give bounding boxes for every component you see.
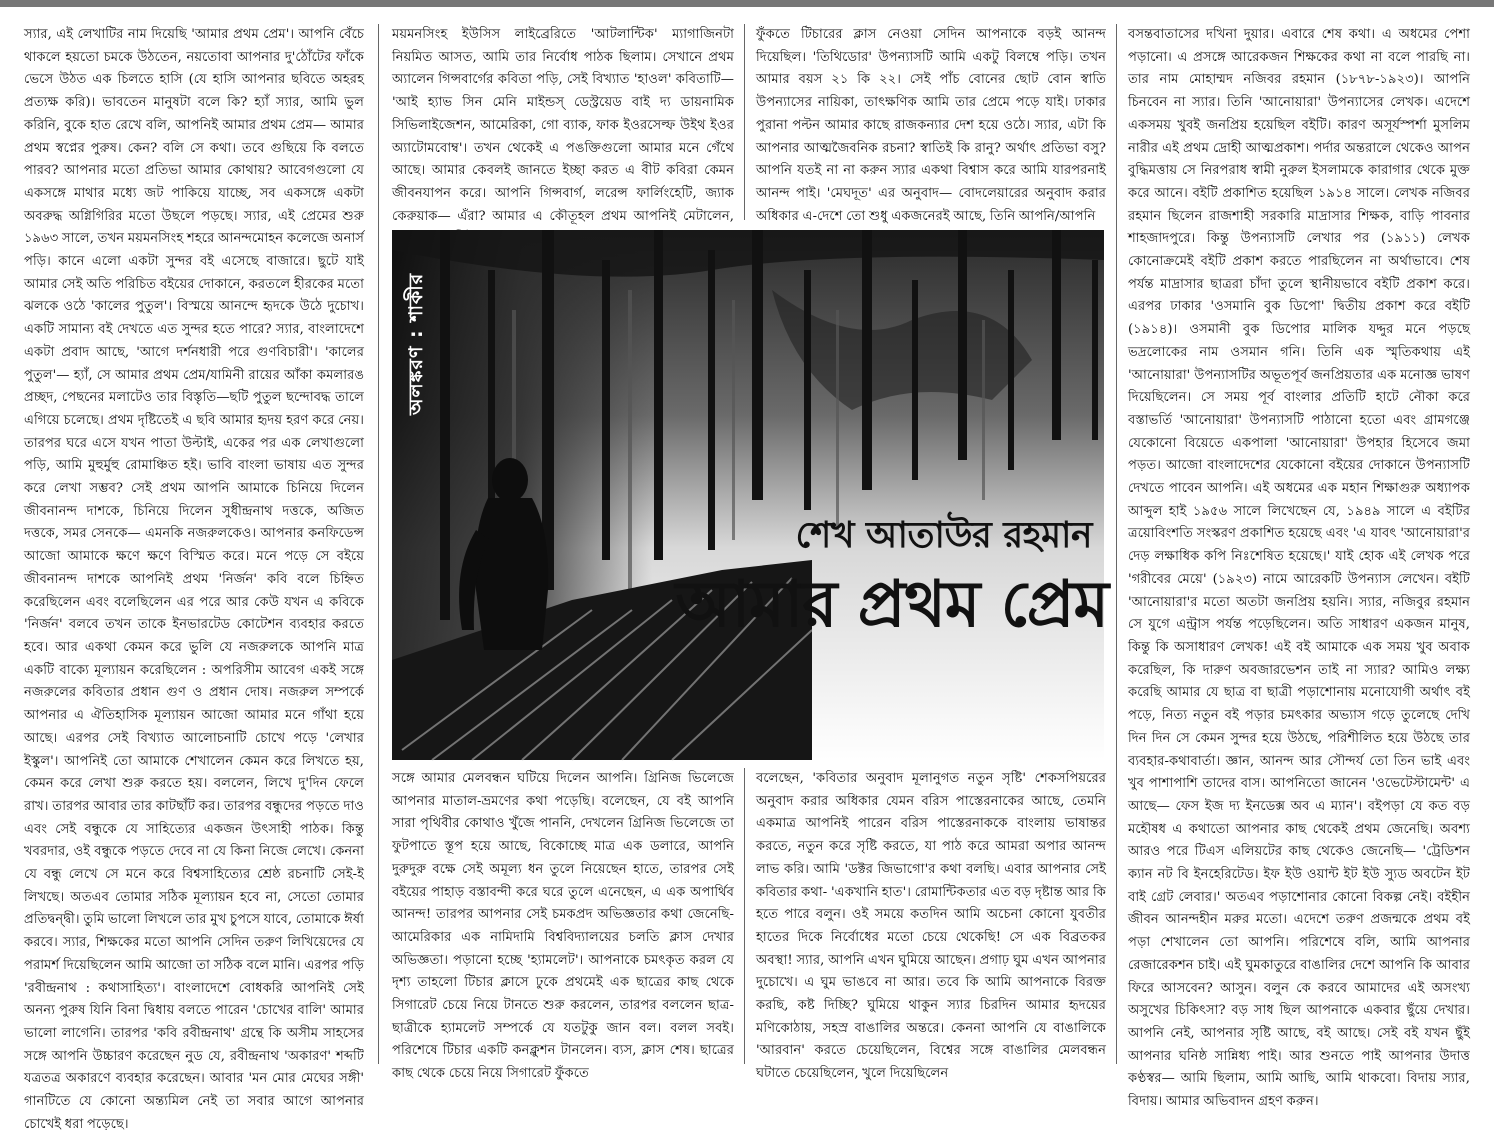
column-divider xyxy=(744,24,745,220)
illustration xyxy=(392,230,1104,760)
article-column-2-top xyxy=(392,24,734,224)
page-top-bar xyxy=(0,0,1494,7)
column-4-text: বসন্তবাতাসের দখিনা দুয়ার। এবারে শেষ কথা। এ অধমের পেশা পড়ানো। এ প্রসঙ্গে আরেকজন শিক্ষকের কথা না বলে পারছি না। তার নাম মোহাম্মদ নজিবর রহমান (১৮৭৮-১৯২৩)। আপনি চিনবেন না স্যার। তিনি 'আনোয়ারা' উপন্যাসের লেখক। এদেশে একসময় খুবই জনপ্রিয় হয়েছিল বইটি। কারণ অসূর্যস্পর্শা মুসলিম নারীর এই প্রথম দ্রোহী আত্মপ্রকাশ। পর্দার অন্তরালে থেকেও আপন বুদ্ধিমত্তায় সে নিরপরাধ স্বামী নুরুল ইসলামকে কারাগার থেকে মুক্ত করে আনে। বইটি প্রকাশিত হয়েছিল ১৯১৪ সালে। লেখক নজিবর রহমান ছিলেন রাজশাহী সরকারি মাদ্রাসার শিক্ষক, বাড়ি পাবনার শাহজাদপুরে। কিন্তু উপন্যাসটি লেখার পর (১৯১১) লেখক কোনোক্রমেই বইটি প্রকাশ করতে পারছিলেন না অর্থাভাবে। শেষ পর্যন্ত মাদ্রাসার ছাত্ররা চাঁদা তুলে স্থানীয়ভাবে বইটি প্রকাশ করে। এরপর ঢাকার 'ওসমানি বুক ডিপো' দ্বিতীয় প্রকাশ করে বইটি (১৯১৪)। ওসমানী বুক ডিপোর মালিক যদ্দুর মনে পড়ছে ভদ্রলোকের নাম ওসমান গনি। তিনি এক স্মৃতিকথায় এই 'আনোয়ারা' উপন্যাসটির অভূতপূর্ব জনপ্রিয়তার এক মনোজ্ঞ ভাষণ দিয়েছিলেন। সে সময় পূর্ব বাংলার প্রতিটি হাটে নৌকা করে বস্তাভর্তি 'আনোয়ারা' উপন্যাসটি পাঠানো হতো এবং গ্রামগঞ্জে যেকোনো বিয়েতে একপালা 'আনোয়ারা' উপহার হিসেবে জমা পড়ত। আজো বাংলাদেশের যেকোনো বইয়ের দোকানে উপন্যাসটি দেখতে পাবেন আপনি। এই অধমের এক মহান শিক্ষাগুরু অধ্যাপক আব্দুল হাই ১৯৫৬ সালে লিখেছেন যে, ১৯৪৯ সালে এ বইটির ত্রয়োবিংশতি সংস্করণ প্রকাশিত হয়েছে এবং 'এ যাবৎ 'আনোয়ারা'র দেড় লক্ষাধিক কপি নিঃশেষিত হয়েছে।' যাই হোক এই লেখক পরে 'গরীবের মেয়ে' (১৯২৩) নামে আরেকটি উপন্যাস লেখেন। বইটি 'আনোয়ারা'র মতো অতটা জনপ্রিয় হয়নি। স্যার, নজিবুর রহমান সে যুগে এন্ট্রাস পর্যন্ত পড়েছিলেন। অতি সাধারণ একজন মানুষ, কিন্তু কি অসাধারণ লেখক! এই বই আমাকে এক সময় খুব অবাক করেছিল, কি দারুণ অবজারভেশন তাই না স্যার? আমিও লক্ষ্য করেছি আমার যে ছাত্র বা ছাত্রী পড়াশোনায় মনোযোগী অর্থাৎ বই পড়ে, নিত্য নতুন বই পড়ার চমৎকার অভ্যাস গড়ে তুলেছে দেখি দিন দিন সে কেমন সুন্দর হয়ে উঠছে, পরিশীলিত হয়ে উঠছে তার ব্যবহার-কথাবার্তা। জ্ঞান, আনন্দ আর সৌন্দর্য তো তিন ভাই এবং খুব পাশাপাশি তাদের বাস। আপনিতো জানেন 'ওভেটেস্টামেন্ট' এ আছে— ফেস ইজ দ্য ইনডেক্স অব এ ম্যান'। বইপড়া যে কত বড় মহৌষধ এ কথাতো আপনার কাছ থেকেই প্রথম জেনেছি। অবশ্য আরও পরে টিএস এলিয়টের কাছ থেকেও জেনেছি— 'ট্রেডিশন ক্যান নট বি ইনহেরিটেড। ইফ ইউ ওয়ান্ট ইট ইউ স্যুড অবটেন ইট বাই গ্রেট লেবার।' অতএব পড়াশোনার কোনো বিকল্প নেই। বইহীন জীবন আনন্দহীন মরুর মতো। এদেশে তরুণ প্রজন্মকে প্রথম বই পড়া শেখালেন তো আপনি। পরিশেষে বলি, আমি আপনার রেজারেকশন চাই। এই ঘুমকাতুরে বাঙালির দেশে আপনি কি আবার ফিরে আসবেন? আসুন। বলুন কে করবে আমাদের এই অসংখ্য অসুখের চিকিৎসা? বড় সাধ ছিল আপনাকে একবার ছুঁয়ে দেখার। আপনি নেই, আপনার সৃষ্টি আছে, বই আছে। সেই বই যখন ছুঁই আপনার ঘনিষ্ঠ সান্নিধ্য পাই। আর শুনতে পাই আপনার উদাত্ত কণ্ঠস্বর— আমি ছিলাম, আমি আছি, আমি থাকবো। বিদায় স্যার, বিদায়। আমার অভিবাদন গ্রহণ করুন। xyxy=(1128,27,1470,1110)
article-title: আমার প্রথম প্রেম xyxy=(675,568,1108,642)
column-divider xyxy=(1116,24,1117,1064)
article-column-3-bottom xyxy=(756,768,1106,1082)
column-3-top-text: ফুঁকতে টিচারের ক্লাস নেওয়া সেদিন আপনাকে বড়ই আনন্দ দিয়েছিল। 'তিথিডোর' উপন্যাসটি আমি একটু বিলম্বে পড়ি। তখন আমার বয়স ২১ কি ২২। সেই পাঁচ বোনের ছোট বোন স্বাতি উপন্যাসের নায়িকা, তাৎক্ষণিক আমি তার প্রেমে পড়ে যাই। ঢাকার পুরানা পল্টন আমার কাছে রাজকন্যার দেশ হয়ে ওঠে। স্যার, এটা কি আপনার আত্মজৈবনিক রচনা? স্বাতিই কি রানু? অর্থাৎ প্রতিভা বসু? আপনি যতই না না করুন স্যার একথা বিশ্বাস করে আমি যারপরনাই আনন্দ পাই। 'মেঘদূত' এর অনুবাদ— বোদলেয়ারের অনুবাদ করার অধিকার এ-দেশে তো শুধু একজনেরই আছে, তিনি আপনি/আপনি xyxy=(756,27,1106,224)
forest-silhouette-art xyxy=(392,230,1104,760)
illustration-credit: অলঙ্করণ : শাকীর xyxy=(405,272,427,415)
column-2-top-text: ময়মনসিংহ ইউসিস লাইব্রেরিতে 'আটলান্টিক' ম্যাগাজিনটা নিয়মিত আসত, আমি তার নির্বোধ পাঠক ছিলাম। সেখানে প্রথম অ্যালেন গিন্সবার্গের কবিতা পড়ি, সেই বিখ্যাত 'হাওল' কবিতাটি— 'আই হ্যাভ সিন মেনি মাইন্ডস্ ডেস্ট্রয়েড বাই দ্য ডায়নামিক সিভিলাইজেশন, আমেরিকা, গো ব্যাক, ফাক ইওরসেল্ফ উইথ ইওর অ্যাটোমবোম্ব'। তখন থেকেই এ পঙক্তিগুলো আমার মনে গেঁথে আছে। আমার কেবলই জানতে ইচ্ছা করত এ বীট কবিরা কেমন জীবনযাপন করে। আপনি গিন্সবার্গ, লরেন্স ফার্লিংহেটি, জ্যাক কেরুয়াক— এঁরা? আমার এ কৌতূহল প্রথম আপনিই মেটালেন, xyxy=(392,27,734,224)
column-2-bottom-text: সঙ্গে আমার মেলবন্ধন ঘটিয়ে দিলেন আপনি। গ্রিনিজ ভিলেজে আপনার মাতাল-ভ্রমণের কথা পড়েছি। বলেছেন, যে বই আপনি সারা পৃথিবীর কোথাও খুঁজে পাননি, দেখলেন গ্রিনিজ ভিলেজে তা ফুটপাতে স্তূপ হয়ে আছে, বিকোচ্ছে মাত্র এক ডলারে, আপনি দুরুদুরু বক্ষে সেই অমূল্য ধন তুলে নিয়েছেন হাতে, তারপর সেই বইয়ের পাহাড় বস্তাবন্দী করে ঘরে তুলে এনেছেন, এ এক অপার্থিব আনন্দ! তারপর আপনার সেই চমকপ্রদ অভিজ্ঞতার কথা জেনেছি- আমেরিকার এক নামিদামি বিশ্ববিদ্যালয়ের চলতি ক্লাস দেখার অভিজ্ঞতা। পড়ানো হচ্ছে 'হ্যামলেট'। আপনাকে চমৎকৃত করল যে দৃশ্য তাহলো টিচার ক্লাসে ঢুকে প্রথমেই এক ছাত্রের কাছ থেকে সিগারেট চেয়ে নিয়ে টানতে শুরু করলেন, তারপর বললেন ছাত্র-ছাত্রীকে হ্যামলেট সম্পর্কে যে যতটুকু জান বল। বলল সবই। পরিশেষে টিচার একটি কনক্লুশন টানলেন। ব্যস, ক্লাস শেষ। ছাত্রের কাছ থেকে চেয়ে নিয়ে সিগারেট ফুঁকতে xyxy=(392,771,734,1082)
article-column-4 xyxy=(1128,24,1470,1110)
column-3-bottom-text: বলেছেন, 'কবিতার অনুবাদ মূলানুগত নতুন সৃষ্টি' শেকসপিয়রের অনুবাদ করার অধিকার যেমন বরিস পাস্তেরনাকের আছে, তেমনি একমাত্র আপনিই পারেন বরিস পাস্তেরনাককে বাংলায় ভাষান্তর করতে, নতুন করে সৃষ্টি করতে, যা পাঠ করে আমরা অপার আনন্দ লাভ করি। আমি 'ডক্টর জিভাগো'র কথা বলছি। এবার আপনার সেই কবিতার কথা- 'একখানি হাত'। রোমান্টিকতার এত বড় দৃষ্টান্ত আর কি হতে পারে বলুন। ওই সময়ে কতদিন আমি অচেনা কোনো যুবতীর হাতের দিকে নির্বোধের মতো চেয়ে থেকেছি! সে এক বিব্রতকর অবস্থা! স্যার, আপনি এখন ঘুমিয়ে আছেন। প্রগাঢ় ঘুম এখন আপনার দুচোখে। এ ঘুম ভাঙবে না আর। তবে কি আমি আপনাকে বিরক্ত করছি, কষ্ট দিচ্ছি? ঘুমিয়ে থাকুন স্যার চিরদিন আমার হৃদয়ের মণিকোঠায়, সহস্র বাঙালির অন্তরে। কেননা আপনি যে বাঙালিকে 'আরবান' করতে চেয়েছিলেন, বিশ্বের সঙ্গে বাঙালির মেলবন্ধন ঘটাতে চেয়েছিলেন, খুলে দিয়েছিলেন xyxy=(756,771,1106,1082)
column-divider xyxy=(378,24,379,1064)
column-1-text: স্যার, এই লেখাটির নাম দিয়েছি 'আমার প্রথম প্রেম'। আপনি বেঁচে থাকলে হয়তো চমকে উঠতেন, নয়তোবা আপনার দু'ঠোঁটের ফাঁকে ভেসে উঠত এক চিলতে হাসি (যে হাসি আপনার ছবিতে অহরহ প্রত্যক্ষ করি)। ভাবতেন মানুষটা বলে কি? হ্যাঁ স্যার, আমি ভুল করিনি, বুকে হাত রেখে বলি, আপনিই আমার প্রথম প্রেম— আমার প্রথম স্বপ্নের পুরুষ। কেন? বলি সে কথা। তবে গুছিয়ে কি বলতে পারব? আপনার মতো প্রতিভা আমার কোথায়? আবেগগুলো যে একসঙ্গে মাথার মধ্যে জট পাকিয়ে যাচ্ছে, সব একসঙ্গে একটা অবরুদ্ধ অগ্নিগিরির মতো উছলে পড়ছে। স্যার, এই প্রেমের শুরু ১৯৬৩ সালে, তখন ময়মনসিংহ শহরে আনন্দমোহন কলেজে অনার্স পড়ি। কানে এলো একটা সুন্দর বই এসেছে বাজারে। ছুটে যাই আমার সেই অতি পরিচিত বইয়ের দোকানে, করতলে হীরকের মতো ঝলকে ওঠে 'কালের পুতুল'। বিস্ময়ে আনন্দে হৃদকে উঠে দুচোখ। একটি সামান্য বই দেখতে এত সুন্দর হতে পারে? স্যার, বাংলাদেশে একটা প্রবাদ আছে, 'আগে দর্শনধারী পরে গুণবিচারী'। 'কালের পুতুল'— হ্যাঁ, সে আমার প্রথম প্রেম/যামিনী রায়ের আঁকা কমলারঙ প্রচ্ছদ, পেছনের মলাটেও তার বিস্তৃতি—ছটি পুতুল ছন্দোবদ্ধ তালে এগিয়ে চলেছে। প্রথম দৃষ্টিতেই এ ছবি আমার হৃদয় হরণ করে নেয়। তারপর ঘরে এসে যখন পাতা উল্টাই, একের পর এক লেখাগুলো পড়ি, আমি মুহুর্মুহু রোমাঞ্চিত হই। ভাবি বাংলা ভাষায় এত সুন্দর করে লেখা সম্ভব? সেই প্রথম আপনি আমাকে চিনিয়ে দিলেন জীবনানন্দ দাশকে, চিনিয়ে দিলেন সুধীন্দ্রনাথ দত্তকে, অজিত দত্তকে, সমর সেনকে— এমনকি নজরুলকেও। আপনার কনফিডেন্স আজো আমাকে ক্ষণে ক্ষণে বিস্মিত করে। মনে পড়ে সে বইয়ে জীবনানন্দ দাশকে আপনিই প্রথম 'নির্জন' কবি বলে চিহ্নিত করেছিলেন এবং বলেছিলেন এর পরে আর কেউ যখন এ কবিকে 'নির্জন' বলবে তখন তাকে ইনভারটেড কোটেশন ব্যবহার করতে হবে। আর একথা কেমন করে ভুলি যে নজরুলকে আপনি মাত্র একটি বাক্যে মূল্যায়ন করেছিলেন : অপরিসীম আবেগ একই সঙ্গে নজরুলের কবিতার প্রধান গুণ ও প্রধান দোষ। নজরুল সম্পর্কে আপনার এ ঐতিহাসিক মূল্যায়ন আজো আমার মনে গাঁথা হয়ে আছে। এরপর সেই বিখ্যাত আলোচনাটি চোখে পড়ে 'লেখার ইস্কুল'। আপনিই তো আমাকে শেখালেন কেমন করে লিখতে হয়, কেমন করে লেখা শুরু করতে হয়। বললেন, লিখে দু'দিন ফেলে রাখ। তারপর আবার তার কাটছাঁট কর। তারপর বন্ধুদের পড়তে দাও এবং সেই বন্ধুকে যে সাহিত্যের একজন উৎসাহী পাঠক। কিন্তু খবরদার, ওই বন্ধুকে পড়তে দেবে না যে কিনা নিজে লেখে। কেননা যে বন্ধু লেখে সে মনে করে বিশ্বসাহিত্যের শ্রেষ্ঠ রচনাটি সেই-ই লিখছে। অতএব তোমার সঠিক মূল্যায়ন হবে না, সেতো তোমার প্রতিদ্বন্দ্বী। তুমি ভালো লিখলে তার মুখ চুপসে যাবে, তোমাকে ঈর্ষা করবে। স্যার, শিক্ষকের মতো আপনি সেদিন তরুণ লিখিয়েদের যে পরামর্শ দিয়েছিলেন আমি আজো তা সঠিক বলে মানি। এরপর পড়ি 'রবীন্দ্রনাথ : কথাসাহিত্য'। বাংলাদেশে বোধকরি আপনিই সেই অনন্য পুরুষ যিনি বিনা দ্বিধায় বলতে পারেন 'চোখের বালি' আমার ভালো লাগেনি। তারপর 'কবি রবীন্দ্রনাথ' গ্রন্থে কি অসীম সাহসের সঙ্গে আপনি উচ্চারণ করেছেন নুড যে, রবীন্দ্রনাথ 'অকারণ' শব্দটি যত্রতত্র অকারণে ব্যবহার করেছেন। আবার 'মন মোর মেঘের সঙ্গী' গানটিতে যে কোনো অন্ত্যমিল নেই তা সবার আগে আপনার চোখেই ধরা পড়েছে। xyxy=(24,27,364,1132)
column-divider xyxy=(744,768,745,1064)
article-column-2-bottom xyxy=(392,768,734,1082)
article-author: শেখ আতাউর রহমান xyxy=(795,515,1092,556)
article-column-1 xyxy=(24,24,364,1132)
article-column-3-top xyxy=(756,24,1106,224)
